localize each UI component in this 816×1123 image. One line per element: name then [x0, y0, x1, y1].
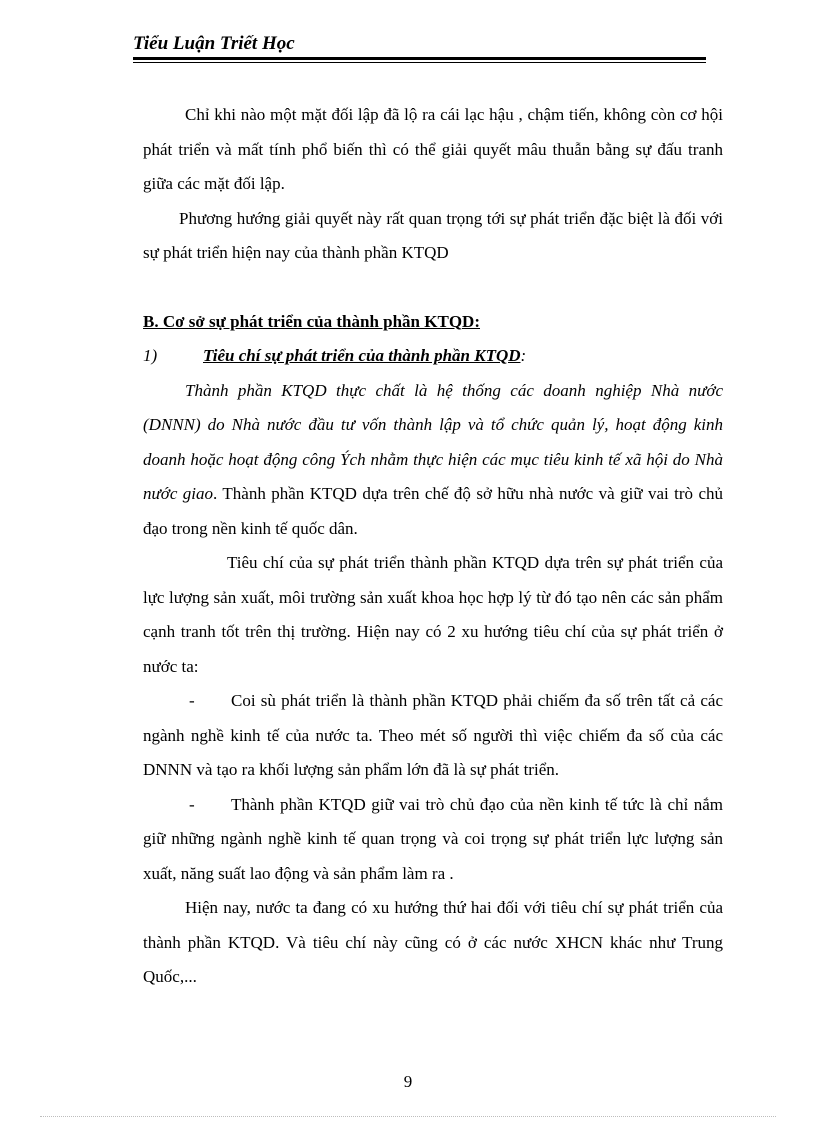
paragraph-contradiction: Chỉ khi nào một mặt đối lập đã lộ ra cái lạc hậu , chậm tiến, không còn cơ hội phát triển và mất tính phổ biến thì có thể giải quyết mâu thuẫn bằng sự đấu tranh giữa các mặt đối lập. — [143, 105, 723, 193]
header-rule-thick — [133, 57, 706, 60]
bullet-item — [143, 684, 723, 788]
page-content — [143, 98, 723, 995]
bullet-dash: - — [189, 691, 195, 710]
bullet-text: Thành phần KTQD giữ vai trò chủ đạo của nền kinh tế tức là chỉ nắm giữ những ngành nghề kinh tế quan trọng và coi trọng sự phát triển lực lượng sản xuất, năng suất lao động và sản phẩm làm ra . — [143, 794, 723, 883]
header-rule-thin — [133, 62, 706, 63]
paragraph-criteria: Tiêu chí của sự phát triển thành phần KTQD dựa trên sự phát triển của lực lượng sản xuất, môi trường sản xuất khoa học hợp lý từ đó tạo nên các sản phẩm cạnh tranh tốt trên thị trường. Hiện nay có 2 xu hướng tiêu chí của sự phát triển ở nước ta: — [143, 553, 723, 676]
page-bottom-border — [40, 1116, 776, 1117]
subsection-1-heading — [143, 339, 723, 374]
bullet-item — [143, 788, 723, 892]
definition-regular-text: . Thành phần KTQD dựa trên chế độ sở hữu nhà nước và giữ vai trò chủ đạo trong nền kinh tế quốc dân. — [143, 484, 723, 538]
bullet-dash: - — [189, 794, 195, 814]
paragraph-definition — [143, 374, 723, 547]
subsection-number: 1) — [143, 346, 158, 365]
bullet-text: Coi sù phát triển là thành phần KTQD phải chiếm đa số trên tất cả các ngành nghề kinh tế của nước ta. Theo mét số người thì việc chiếm đa số của các DNNN và tạo ra khối lượng sản phẩm lớn đã là sự phát triển. — [143, 691, 723, 779]
page-header — [133, 32, 706, 63]
definition-italic-text: Thành phần KTQD thực chất là hệ thống các doanh nghiệp Nhà nước (DNNN) do Nhà nước đầu tư vốn thành lập và tổ chức quản lý, hoạt động kinh doanh hoặc hoạt động công Ých nhằm thực hiện các mục tiêu kinh tế xã hội do Nhà nước giao — [143, 380, 723, 503]
paragraph-direction: Phương hướng giải quyết này rất quan trọng tới sự phát triển đặc biệt là đối với sự phát triển hiện nay của thành phần KTQD — [143, 208, 723, 262]
spacer — [143, 271, 723, 305]
page-number: 9 — [403, 1072, 413, 1091]
subsection-title: Tiêu chí sự phát triển của thành phần KTQD — [203, 346, 521, 365]
paragraph-current-trend: Hiện nay, nước ta đang có xu hướng thứ hai đối với tiêu chí sự phát triển của thành phần KTQD. Và tiêu chí này cũng có ở các nước XHCN khác như Trung Quốc,... — [143, 898, 723, 986]
subsection-colon: : — [520, 346, 527, 365]
section-b-heading: B. Cơ sở sự phát triển của thành phần KTQD: — [143, 311, 480, 331]
header-title: Tiểu Luận Triết Học — [133, 33, 295, 54]
